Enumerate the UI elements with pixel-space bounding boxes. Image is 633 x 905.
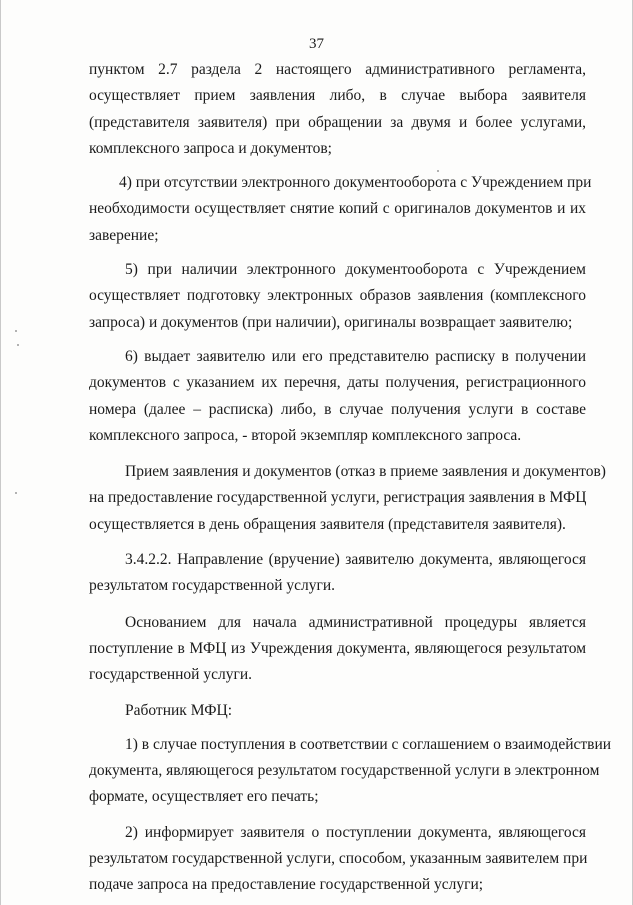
text-line: поступление в МФЦ из Учреждения документа, являющегося результатом [89, 639, 586, 657]
paragraph [89, 732, 612, 811]
text-line: номера (далее – расписка) либо, в случае получения услуги в составе [89, 400, 586, 418]
text-line: комплексного запроса, - второй экземпляр комплексного запроса. [89, 426, 522, 444]
text-line: необходимости осуществляет снятие копий с оригиналов документов и их [89, 200, 586, 218]
text-line: документов с указанием их перечня, даты получения, регистрационного [89, 374, 586, 392]
scan-speck [17, 344, 19, 346]
paragraph [89, 610, 586, 689]
page-number: 37 [309, 36, 324, 52]
text-line: документа, являющегося результатом государственной услуги в электронном [89, 762, 600, 780]
text-line: комплексного запроса и документов; [89, 139, 332, 157]
text-line: (представителя заявителя) при обращении за двумя и более услугами, [89, 113, 586, 131]
paragraph [89, 257, 586, 336]
text-line: результатом государственной услуги. [89, 577, 336, 595]
text-line: Работник МФЦ: [125, 701, 233, 719]
text-line: заверение; [89, 226, 159, 244]
paragraph [89, 344, 586, 449]
text-line: 6) выдает заявителю или его представителю расписку в получении [125, 347, 586, 365]
paragraph [89, 170, 592, 249]
text-line: 2) информирует заявителя о поступлении документа, являющегося [125, 823, 586, 841]
text-line: запроса) и документов (при наличии), оригиналы возвращает заявителю; [89, 313, 573, 331]
scan-speck [15, 330, 17, 332]
text-line: на предоставление государственной услуги, регистрация заявления в МФЦ [89, 489, 587, 507]
text-line: 3.4.2.2. Направление (вручение) заявителю документа, являющегося [125, 551, 586, 569]
paragraph [89, 57, 586, 162]
scan-speck [437, 170, 439, 172]
text-line: пунктом 2.7 раздела 2 настоящего административного регламента, [89, 61, 586, 78]
text-line: Основанием для начала административной процедуры является [125, 613, 586, 631]
text-line: Прием заявления и документов (отказ в приеме заявления и документов) [125, 463, 606, 481]
text-line: осуществляется в день обращения заявителя (представителя заявителя). [89, 515, 566, 533]
text-line: результатом государственной услуги, способом, указанным заявителем при [89, 850, 588, 868]
text-line: подаче запроса на предоставление государственной услуги; [89, 876, 484, 894]
text-line: 5) при наличии электронного документооборота с Учреждением [125, 261, 586, 279]
paragraph [89, 459, 606, 538]
paragraph [89, 547, 586, 600]
text-line: 4) при отсутствии электронного документооборота с Учреждением при [119, 174, 592, 192]
text-line: формате, осуществляет его печать; [89, 788, 319, 806]
paragraph [89, 698, 586, 724]
document-body [89, 57, 612, 899]
paragraph [89, 820, 586, 899]
text-line: 1) в случае поступления в соответствии с соглашением о взаимодействии [125, 735, 612, 753]
text-line: осуществляет прием заявления либо, в случае выбора заявителя [89, 87, 586, 105]
text-line: государственной услуги. [89, 666, 252, 684]
text-line: осуществляет подготовку электронных образов заявления (комплексного [89, 287, 586, 305]
scan-speck [15, 492, 17, 494]
